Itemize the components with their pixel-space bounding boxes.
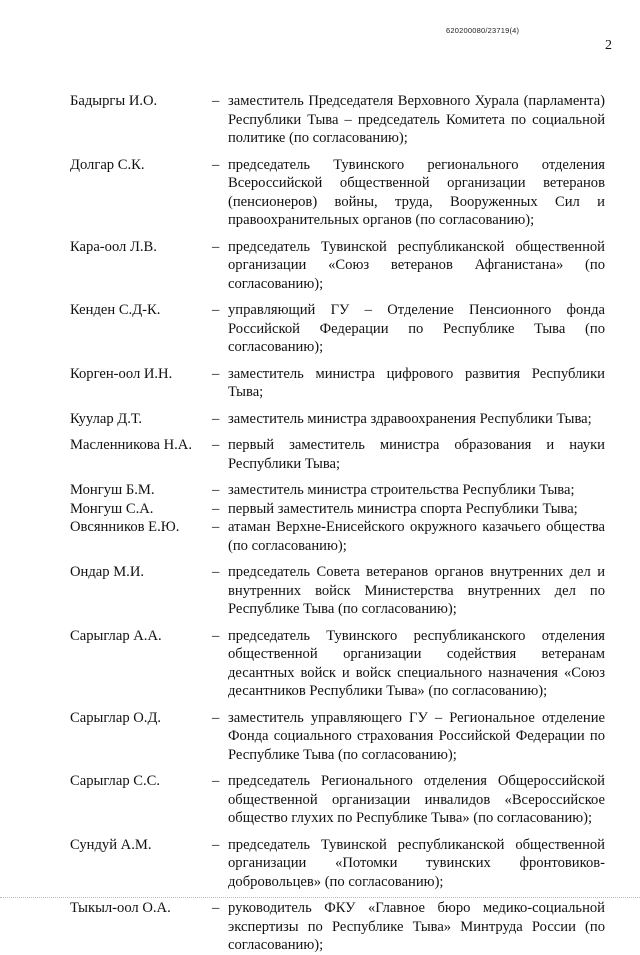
list-item [70,772,605,828]
list-item [70,436,605,473]
member-name: Долгар С.К. [70,156,145,173]
member-name: Куулар Д.Т. [70,410,142,427]
member-position: атаман Верхне-Енисейского окружного казачьего общества (по согласованию); [228,519,605,554]
dash-separator: – [212,500,220,517]
commission-member-list [70,92,605,955]
member-position: первый заместитель министра образования и науки Республики Тыва; [228,437,605,472]
dash-separator: – [212,836,220,853]
member-position: председатель Тувинского республиканского отделения общественной организации содействия ветеранам десантных войск и войск специального назначения «Союз десантников Республики Тыва» (по согласованию); [228,627,605,699]
list-item [70,301,605,357]
dash-separator: – [212,482,220,498]
member-name: Кара-оол Л.В. [70,238,157,255]
member-name: Овсянников Е.Ю. [70,519,180,535]
member-name: Монгуш Б.М. [70,482,155,498]
member-name: Ондар М.И. [70,564,145,580]
member-name: Масленникова Н.А. [70,437,192,453]
member-position: председатель Регионального отделения Общероссийской общественной организации инвалидов «Всероссийское общество глухих по Республике Тыва» (по согласованию); [228,773,605,826]
member-name: Монгуш С.А. [70,500,154,517]
member-name: Сарыглар О.Д. [70,709,162,726]
member-position: заместитель Председателя Верховного Хурала (парламента) Республики Тыва – председатель Комитета по социальной политике (по согласованию); [228,93,605,146]
dash-separator: – [212,302,220,318]
member-position: руководитель ФКУ «Главное бюро медико-социальной экспертизы по Республике Тыва» Минтруда России (по согласованию); [228,900,605,953]
scan-edge-divider [0,897,640,901]
member-position: председатель Тувинской республиканской общественной организации «Союз ветеранов Афганистана» (по согласованию); [228,238,605,292]
document-id: 620200080/23719(4) [446,26,520,35]
page-number: 2 [605,38,612,53]
list-item [70,899,605,955]
member-name: Корген-оол И.Н. [70,365,173,382]
list-item [70,156,605,230]
member-name: Сарыглар А.А. [70,627,162,644]
dash-separator: – [212,93,220,109]
member-position: управляющий ГУ – Отделение Пенсионного фонда Российской Федерации по Республике Тыва (по согласованию); [228,302,605,355]
dash-separator: – [212,365,220,382]
member-name: Сундуй А.М. [70,836,152,853]
dash-separator: – [212,627,220,644]
list-item [70,410,605,429]
member-position: заместитель министра цифрового развития Республики Тыва; [228,365,605,400]
dash-separator: – [212,773,220,789]
dash-separator: – [212,156,220,173]
list-item [70,563,605,619]
member-position: председатель Тувинской республиканской общественной организации «Потомки тувинских фронтовиков-добровольцев» (по согласованию); [228,836,605,890]
member-position: заместитель министра строительства Республики Тыва; [228,482,575,498]
dash-separator: – [212,564,220,580]
member-name: Тыкыл-оол О.А. [70,900,171,916]
dash-separator: – [212,519,220,535]
list-item [70,709,605,765]
member-position: председатель Тувинского регионального отделения Всероссийской общественной организации ветеранов (пенсионеров) войны, труда, Вооруженных Сил и правоохранительных органов (по согласованию); [228,156,605,228]
list-item [70,500,605,519]
list-item [70,365,605,402]
dash-separator: – [212,410,220,427]
list-item [70,836,605,892]
member-name: Сарыглар С.С. [70,773,161,789]
list-item [70,481,605,500]
member-name: Бадыргы И.О. [70,93,158,109]
list-item [70,92,605,148]
list-item [70,238,605,294]
dash-separator: – [212,238,220,255]
member-position: заместитель министра здравоохранения Республики Тыва; [228,410,592,427]
dash-separator: – [212,900,220,916]
member-name: Кенден С.Д-К. [70,302,161,318]
list-item [70,518,605,555]
member-position: первый заместитель министра спорта Республики Тыва; [228,500,578,517]
list-item [70,627,605,701]
dash-separator: – [212,437,220,453]
dash-separator: – [212,709,220,726]
member-position: председатель Совета ветеранов органов внутренних дел и внутренних войск Министерства внутренних дел по Республике Тыва (по согласованию); [228,564,605,617]
member-position: заместитель управляющего ГУ – Региональное отделение Фонда социального страхования Российской Федерации по Республике Тыва (по согласованию); [228,709,605,763]
